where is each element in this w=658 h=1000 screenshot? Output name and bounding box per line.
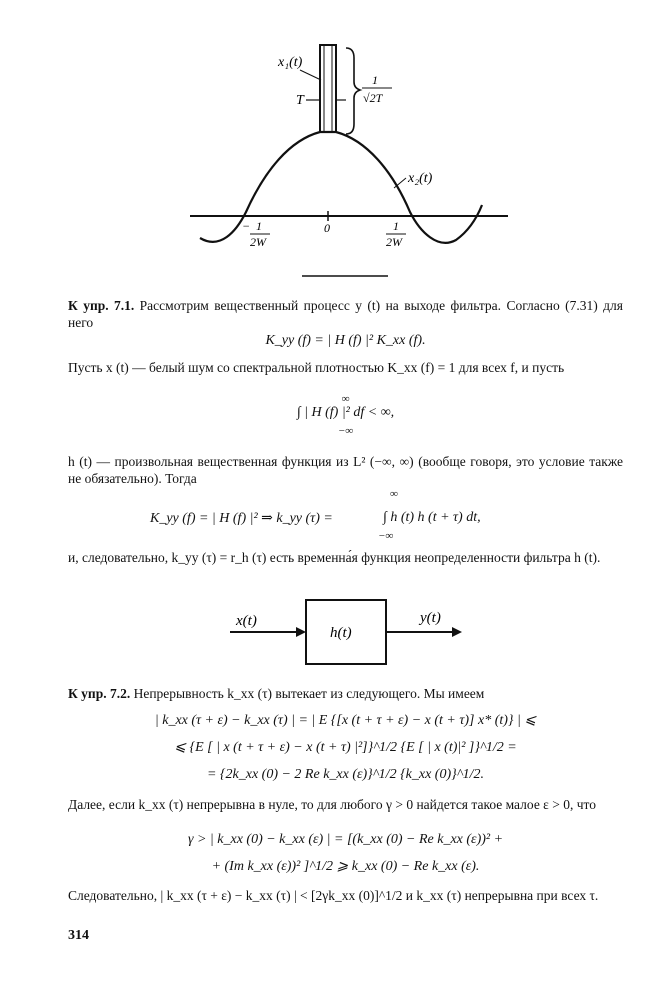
ex72-eq4: γ > | k_xx (0) − k_xx (ε) | = [(k_xx (0) − Re k_xx (ε))² +: [187, 832, 504, 847]
x1-pulse: [320, 45, 336, 132]
ex72-eq3: = {2k_xx (0) − 2 Re k_xx (ε)}^1/2 {k_xx (0)}^1/2.: [206, 767, 485, 782]
ex71-eq2: ∫ | H (f) |² df < ∞,: [296, 405, 395, 420]
ex71-eq2-lower: −∞: [337, 425, 354, 437]
svg-text:−: −: [242, 219, 251, 233]
svg-text:2W: 2W: [386, 235, 402, 249]
ex71-eq3-upper: ∞: [390, 488, 398, 500]
svg-text:1: 1: [372, 73, 378, 87]
svg-text:2W: 2W: [250, 235, 266, 249]
ex71-eq3-left: K_yy (f) = | H (f) |² ⇒ k_yy (τ) =: [150, 511, 333, 526]
ex72-paragraph-3: Следовательно, | k_xx (τ + ε) − k_xx (τ) | < [2γk_xx (0)]^1/2 и k_xx (τ) непрерывна при всех τ.: [68, 888, 599, 903]
ex72-paragraph-1: К упр. 7.2. Непрерывность k_xx (τ) вытекает из следующего. Мы имеем: [68, 686, 485, 701]
ex71-eq3-body: ∫ h (t) h (t + τ) dt,: [383, 510, 481, 525]
ex71-paragraph-1: К упр. 7.1. Рассмотрим вещественный процесс y (t) на выходе фильтра. Согласно (7.31) для него: [68, 298, 623, 330]
ex72-paragraph-2: Далее, если k_xx (τ) непрерывна в нуле, то для любого γ > 0 найдется такое малое ε > 0, что: [68, 797, 596, 812]
label-output: y(t): [420, 610, 441, 626]
label-input: x(t): [236, 613, 257, 629]
ex71-heading: К упр. 7.1.: [68, 298, 135, 313]
label-x2: x₂(t): [408, 171, 433, 186]
svg-text:√2T: √2T: [363, 91, 383, 105]
figure-filter-block: [220, 595, 470, 670]
label-T: T: [296, 93, 304, 108]
svg-text:1: 1: [393, 219, 399, 233]
ex71-eq1: K_yy (f) = | H (f) |² K_xx (f).: [265, 333, 426, 348]
ex71-paragraph-4: и, следовательно, k_yy (τ) = r_h (τ) есть временна́я функция неопределенности фильтра h (t).: [68, 550, 601, 565]
figure-pulse-spectrum: [0, 0, 658, 290]
ex71-paragraph-3: h (t) — произвольная вещественная функция из L² (−∞, ∞) (вообще говоря, это условие также не обязательно). Тогда: [68, 454, 623, 486]
height-brace: [346, 48, 360, 134]
ex72-eq1: | k_xx (τ + ε) − k_xx (τ) | = | E {[x (t + τ + ε) − x (t + τ)] x* (t)} | ⩽: [154, 713, 537, 728]
label-x1: x₁(t): [278, 55, 303, 70]
ex72-eq2: ⩽ {E [ | x (t + τ + ε) − x (t + τ) |²]}^1/2 {E [ | x (t)|² ]}^1/2 =: [174, 740, 517, 755]
ex71-eq3-lower: −∞: [378, 530, 394, 542]
label-block: h(t): [330, 625, 352, 641]
tick-zero: 0: [324, 221, 330, 235]
ex72-eq5: + (Im k_xx (ε))² ]^1/2 ⩾ k_xx (0) − Re k_xx (ε).: [211, 859, 480, 874]
page-number: 314: [68, 928, 89, 943]
ex71-paragraph-2: Пусть x (t) — белый шум со спектральной плотностью K_xx (f) = 1 для всех f, и пусть: [68, 360, 565, 375]
ex72-heading: К упр. 7.2.: [68, 686, 131, 701]
ex71-eq2-upper: ∞: [341, 393, 350, 405]
svg-text:1: 1: [256, 219, 262, 233]
